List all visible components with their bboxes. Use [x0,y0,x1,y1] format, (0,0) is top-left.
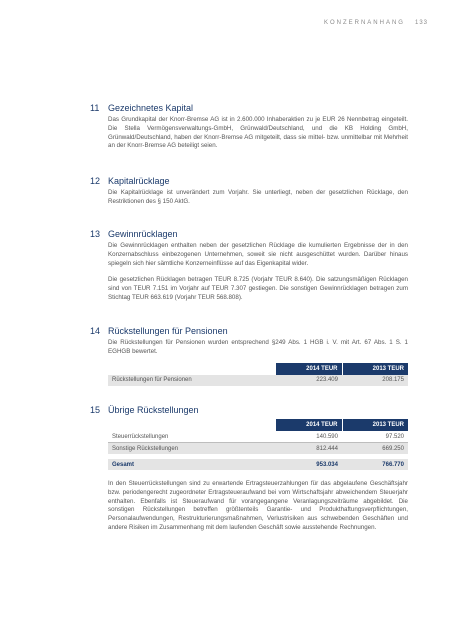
section-title [90,229,408,239]
paragraph: Die Kapitalrücklage ist unverändert zum Vorjahr. Sie unterliegt, neben der gesetzlichen Rücklage, den Restriktionen des § 150 AktG. [108,189,408,205]
row-label: Rückstellungen für Pensionen [108,375,276,386]
table-header-2013: 2013 TEUR [342,419,408,431]
value-2014: 812.444 [276,443,342,455]
table-header-2014: 2014 TEUR [276,363,342,375]
value-2013: 97.520 [342,431,408,443]
row-label: Steuerrückstellungen [108,431,276,443]
table-row [108,443,408,455]
value-2013: 669.250 [342,443,408,455]
section-number: 15 [90,405,101,415]
pension-table [108,363,408,386]
section-number: 11 [90,103,100,113]
section-title-text: Kapitalrücklage [108,176,170,186]
section-number: 13 [90,229,101,239]
section-title [90,326,408,336]
section-title [90,405,408,415]
section-title-text: Gezeichnetes Kapital [108,103,194,113]
section-gewinnruecklagen [90,229,408,309]
table-header-2014: 2014 TEUR [276,419,342,431]
section-pensionen [90,326,408,386]
section-title-text: Gewinnrücklagen [108,229,178,239]
section-title [90,176,408,186]
total-label: Gesamt [108,459,276,470]
table-row [108,375,408,386]
section-number: 12 [90,176,101,186]
table-total-row [108,459,408,470]
section-gezeichnetes-kapital [90,103,408,157]
paragraph: Die Gewinnrücklagen enthalten neben der gesetzlichen Rücklage die kumulierten Ergebnisse der in den Konzernabschluss einbezogenen Unternehmen, soweit sie nicht ausgeschüttet wurden. Darüber hinaus spiegeln sich hier sämtliche Konzerneinflüsse auf das Eigenkapital wider. [108,242,408,267]
section-title-text: Rückstellungen für Pensionen [108,326,228,336]
paragraph: Die gesetzlichen Rücklagen betragen TEUR 8.725 (Vorjahr TEUR 8.640). Die satzungsmäßigen Rücklagen sind von TEUR 7.151 im Vorjahr auf TEUR 7.307 gestiegen. Die sonstigen Gewinnrücklagen betragen zum Stichtag TEUR 663.619 (Vorjahr TEUR 568.808). [108,276,408,301]
total-2013: 766.770 [342,459,408,470]
page-header [324,20,428,26]
header-title: KONZERNANHANG [323,20,405,26]
row-label: Sonstige Rückstellungen [108,443,276,455]
total-2014: 953.034 [276,459,342,470]
value-2014: 223.409 [276,375,342,386]
section-kapitalruecklage [90,176,408,213]
value-2013: 208.175 [342,375,408,386]
paragraph: Das Grundkapital der Knorr-Bremse AG ist in 2.600.000 Inhaberaktien zu je EUR 26 Nennbetrag eingeteilt. Die Stella Vermögensverwaltungs-GmbH, Grünwald/Deutschland, und die KB Holding GmbH, Grünwald/Deutschland, haben der Knorr-Bremse AG mitgeteilt, dass sie mittel- bzw. unmittelbar mit Mehrheit an der Knorr-Bremse AG beteiligt seien. [108,116,408,150]
table-header-blank [108,363,276,375]
section-uebrige-rueckstellungen [90,405,408,539]
provisions-table [108,419,408,470]
section-title-text: Übrige Rückstellungen [108,405,199,415]
table-row [108,431,408,443]
section-title [90,103,408,113]
value-2014: 140.590 [276,431,342,443]
table-header-2013: 2013 TEUR [342,363,408,375]
table-header-blank [108,419,276,431]
paragraph: Die Rückstellungen für Pensionen wurden entsprechend §249 Abs. 1 HGB i. V. mit Art. 67 Abs. 1 S. 1 EGHGB bewertet. [108,339,408,355]
page-number: 133 [414,20,428,26]
section-number: 14 [90,326,101,336]
paragraph: In den Steuerrückstellungen sind zu erwartende Ertragsteuerzahlungen für das abgelaufene Geschäftsjahr bzw. periodengerecht zugeordneter Ertragsteueraufwand bei vom Wirtschaftsjahr abweichendem Steuerjahr enthalten. Ebenfalls ist Steueraufwand für vorangegangene Veranlagungszeiträume abgebildet. Die sonstigen Rückstellungen betreffen größtenteils Garantie- und Produkthaftungsverpflichtungen, Personalaufwendungen, Restrukturierungsmaßnahmen, Verlustrisiken aus schwebenden Geschäften und andere Risiken im Zusammenhang mit dem laufenden Geschäft sowie ausstehende Rechnungen. [108,480,408,531]
